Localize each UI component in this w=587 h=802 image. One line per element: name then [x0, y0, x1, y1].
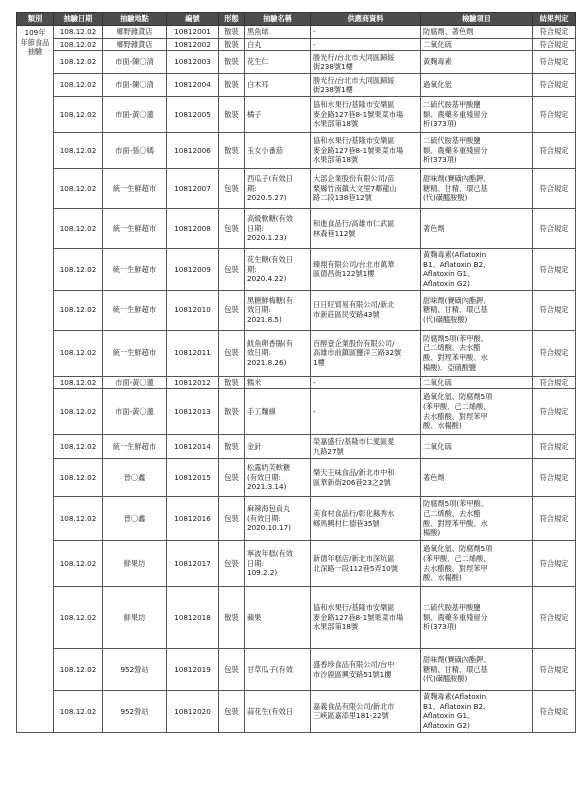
cell-result: 符合規定: [533, 38, 576, 51]
cell-place: 市面-黃〇蓮: [103, 376, 167, 389]
cell-items: 過氧化氫、防腐劑5項 (苯甲酸、己二烯酸、 去水醋酸、對羥苯甲 酸、水楊酸): [421, 389, 533, 435]
cell-items: 甜味劑(賽磺內酯鉀、 糖精、甘精、環己基 (代)磺醯胺酸): [421, 169, 533, 209]
table-row: [17, 691, 576, 732]
cell-place: 統一生鮮超市: [103, 169, 167, 209]
table-row: [17, 133, 576, 169]
cell-result: 符合規定: [533, 649, 576, 691]
cell-result: 符合規定: [533, 497, 576, 541]
cell-form: 散裝: [219, 97, 245, 133]
cell-date: 108.12.02: [54, 74, 103, 97]
cell-place: 鮮果坊: [103, 587, 167, 649]
cell-items: 過氧化氫、防腐劑5項 (苯甲酸、己二烯酸、 去水醋酸、對羥苯甲 酸、水楊酸): [421, 541, 533, 587]
column-header: 供應商資料: [311, 13, 421, 26]
cell-no: 10812019: [167, 649, 219, 691]
table-row: [17, 249, 576, 290]
cell-supplier: 協和水果行/基隆市安樂區 麥金路127巷8-1號果菜市場 水果部第18號: [311, 587, 421, 649]
cell-no: 10812015: [167, 459, 219, 497]
cell-form: 包裝: [219, 459, 245, 497]
cell-items: 防腐劑5項(苯甲酸、 己二烯酸、去水醋 酸、對羥苯甲酸、水 楊酸)、亞硝酸鹽: [421, 330, 533, 376]
cell-date: 108.12.02: [54, 38, 103, 51]
cell-items: 著色劑: [421, 209, 533, 249]
cell-date: 108.12.02: [54, 459, 103, 497]
column-header: 抽驗名稱: [245, 13, 311, 26]
column-header: 抽驗地點: [103, 13, 167, 26]
cell-form: 包裝: [219, 290, 245, 330]
cell-items: 二氧化硫: [421, 38, 533, 51]
table-row: [17, 74, 576, 97]
cell-place: 晉〇鑫: [103, 459, 167, 497]
cell-date: 108.12.02: [54, 389, 103, 435]
cell-no: 10812014: [167, 435, 219, 459]
cell-no: 10812008: [167, 209, 219, 249]
cell-supplier: 日日旺貿易有限公司/新北 市新莊區民安路43號: [311, 290, 421, 330]
cell-date: 108.12.02: [54, 376, 103, 389]
cell-items: 著色劑: [421, 459, 533, 497]
cell-supplier: 新德年糕店/新北市深坑區 北深路一段112巷5弄10號: [311, 541, 421, 587]
category-label: 109年: [24, 28, 46, 37]
cell-date: 108.12.02: [54, 497, 103, 541]
cell-no: 10812020: [167, 691, 219, 732]
cell-result: 符合規定: [533, 587, 576, 649]
cell-result: 符合規定: [533, 97, 576, 133]
cell-supplier: -: [311, 38, 421, 51]
cell-form: 散裝: [219, 133, 245, 169]
column-header: 類別: [17, 13, 54, 26]
table-row: [17, 587, 576, 649]
cell-name: 金針: [245, 435, 311, 459]
table-row: [17, 169, 576, 209]
table-row: [17, 459, 576, 497]
cell-place: 統一生鮮超市: [103, 290, 167, 330]
cell-date: 108.12.02: [54, 249, 103, 290]
cell-supplier: -: [311, 389, 421, 435]
table-row: [17, 26, 576, 39]
cell-no: 10812001: [167, 26, 219, 39]
cell-name: 黑魚球: [245, 26, 311, 39]
cell-supplier: 嘉義食品有限公司/新北市 三峽區嘉添里181-22號: [311, 691, 421, 732]
cell-name: 白丸: [245, 38, 311, 51]
cell-no: 10812012: [167, 376, 219, 389]
cell-date: 108.12.02: [54, 169, 103, 209]
table-row: [17, 330, 576, 376]
cell-supplier: 樂天王味食品/新北市中和 區華新街206巷23之2號: [311, 459, 421, 497]
cell-form: 包裝: [219, 541, 245, 587]
cell-items: 防腐劑、著色劑: [421, 26, 533, 39]
cell-supplier: 榮嘉盛行/基隆市仁愛區愛 九路27號: [311, 435, 421, 459]
cell-name: 松露奶芙軟糖 (有效日期: 2021.3.14): [245, 459, 311, 497]
cell-items: 甜味劑(賽磺內酯鉀、 糖精、甘精、環己基 (代)磺醯胺酸): [421, 290, 533, 330]
cell-supplier: 美食村食品行/彰化縣秀水 鄉馬興村仁德巷35號: [311, 497, 421, 541]
cell-items: 二氧化硫: [421, 376, 533, 389]
cell-result: 符合規定: [533, 51, 576, 74]
cell-items: 黃麴毒素(Aflatoxin B1、Aflatoxin B2、 Aflatoxin G1、 Aflatoxin G2): [421, 249, 533, 290]
table-body: [17, 26, 576, 733]
cell-no: 10812018: [167, 587, 219, 649]
cell-place: 鄉野雜貨店: [103, 26, 167, 39]
cell-date: 108.12.02: [54, 587, 103, 649]
cell-form: 包裝: [219, 209, 245, 249]
cell-form: 包裝: [219, 649, 245, 691]
cell-items: 二氧化硫: [421, 435, 533, 459]
cell-date: 108.12.02: [54, 26, 103, 39]
column-header: 編號: [167, 13, 219, 26]
cell-supplier: -: [311, 26, 421, 39]
cell-place: 市面-陳〇清: [103, 51, 167, 74]
cell-supplier: 協和水果行/基隆市安樂區 麥金路127巷8-1號果菜市場 水果部第18號: [311, 97, 421, 133]
cell-no: 10812005: [167, 97, 219, 133]
cell-name: 白木耳: [245, 74, 311, 97]
cell-supplier: 大部企業股份有限公司/苗 栗縣竹南鎮大文里7鄰龍山 路二段138巷12號: [311, 169, 421, 209]
cell-result: 符合規定: [533, 435, 576, 459]
cell-no: 10812003: [167, 51, 219, 74]
cell-form: 散裝: [219, 389, 245, 435]
cell-name: 魷魚卵香腸(有 效日期: 2021.8.26): [245, 330, 311, 376]
cell-items: 過氧化氫: [421, 74, 533, 97]
cell-result: 符合規定: [533, 330, 576, 376]
cell-no: 10812013: [167, 389, 219, 435]
cell-place: 952營站: [103, 649, 167, 691]
column-header: 結果判定: [533, 13, 576, 26]
table-row: [17, 290, 576, 330]
cell-place: 統一生鮮超市: [103, 435, 167, 459]
cell-supplier: 百醇壹企業股份有限公司/ 高雄市前鎮區鹽洋三路32號 1樓: [311, 330, 421, 376]
cell-result: 符合規定: [533, 376, 576, 389]
cell-supplier: 協和水果行/基隆市安樂區 麥金路127巷8-1號果菜市場 水果部第18號: [311, 133, 421, 169]
table-row: [17, 649, 576, 691]
cell-supplier: 盛香珍食品有限公司/台中 市沙鹿區興安路51號1樓: [311, 649, 421, 691]
cell-supplier: -: [311, 376, 421, 389]
category-label: 抽驗: [27, 47, 43, 57]
table-row: [17, 51, 576, 74]
cell-form: 包裝: [219, 249, 245, 290]
cell-place: 市面-張〇嫣: [103, 133, 167, 169]
cell-items: 甜味劑(賽磺內酯鉀、 糖精、甘精、環己基 (代)磺醯胺酸): [421, 649, 533, 691]
cell-items: 防腐劑5項(苯甲酸、 己二烯酸、去水醋 酸、對羥苯甲酸、水 楊酸): [421, 497, 533, 541]
cell-date: 108.12.02: [54, 649, 103, 691]
cell-name: 玉女小番茄: [245, 133, 311, 169]
cell-form: 包裝: [219, 497, 245, 541]
cell-place: 952營站: [103, 691, 167, 732]
cell-result: 符合規定: [533, 249, 576, 290]
table-row: [17, 497, 576, 541]
column-header: 檢驗項目: [421, 13, 533, 26]
cell-result: 符合規定: [533, 209, 576, 249]
cell-name: 花生糖(有效日 期: 2020.4.22): [245, 249, 311, 290]
table-row: [17, 38, 576, 51]
category-label: 年節食品: [20, 37, 50, 47]
cell-result: 符合規定: [533, 691, 576, 732]
cell-no: 10812011: [167, 330, 219, 376]
cell-name: 寧波年糕(有效 日期: 109.2.2): [245, 541, 311, 587]
cell-name: 蒜花生(有效日: [245, 691, 311, 732]
cell-supplier: 勝光行/台北市大同區歸綏 街238號1樓: [311, 51, 421, 74]
table-row: [17, 209, 576, 249]
cell-name: 糯米: [245, 376, 311, 389]
cell-result: 符合規定: [533, 459, 576, 497]
cell-date: 108.12.02: [54, 691, 103, 732]
cell-date: 108.12.02: [54, 435, 103, 459]
cell-place: 鄉野雜貨店: [103, 38, 167, 51]
cell-result: 符合規定: [533, 74, 576, 97]
table-row: [17, 389, 576, 435]
cell-form: 包裝: [219, 691, 245, 732]
cell-form: 包裝: [219, 169, 245, 209]
cell-form: 散裝: [219, 51, 245, 74]
table-row: [17, 97, 576, 133]
cell-date: 108.12.02: [54, 209, 103, 249]
category-cell: [17, 26, 54, 733]
cell-form: 散裝: [219, 74, 245, 97]
cell-date: 108.12.02: [54, 290, 103, 330]
cell-place: 晉〇鑫: [103, 497, 167, 541]
cell-form: 散裝: [219, 26, 245, 39]
cell-name: 手工麵線: [245, 389, 311, 435]
cell-name: 甘草瓜子(有效: [245, 649, 311, 691]
cell-no: 10812016: [167, 497, 219, 541]
cell-result: 符合規定: [533, 290, 576, 330]
cell-place: 市面-陳〇清: [103, 74, 167, 97]
cell-no: 10812006: [167, 133, 219, 169]
cell-form: 散裝: [219, 376, 245, 389]
cell-name: 麻辣海包貢丸 (有效日期: 2020.10.17): [245, 497, 311, 541]
cell-result: 符合規定: [533, 133, 576, 169]
cell-supplier: 勝光行/台北市大同區歸綏 街238號1樓: [311, 74, 421, 97]
cell-date: 108.12.02: [54, 133, 103, 169]
cell-items: 二硫代胺基甲酸鹽 類、農藥多重殘留分 析(373項): [421, 133, 533, 169]
table-row: [17, 376, 576, 389]
table-row: [17, 541, 576, 587]
cell-place: 統一生鮮超市: [103, 209, 167, 249]
cell-items: 黃麴毒素(Aflatoxin B1、Aflatoxin B2、 Aflatoxin G1、 Aflatoxin G2): [421, 691, 533, 732]
inspection-results-table: [16, 12, 576, 733]
cell-form: 散裝: [219, 38, 245, 51]
cell-no: 10812004: [167, 74, 219, 97]
cell-form: 包裝: [219, 330, 245, 376]
cell-date: 108.12.02: [54, 51, 103, 74]
cell-result: 符合規定: [533, 26, 576, 39]
cell-items: 黃麴毒素: [421, 51, 533, 74]
cell-name: 花生仁: [245, 51, 311, 74]
cell-date: 108.12.02: [54, 97, 103, 133]
cell-supplier: 和進食品行/高雄市仁武區 林森巷112號: [311, 209, 421, 249]
cell-date: 108.12.02: [54, 330, 103, 376]
cell-place: 市面-黃〇蓮: [103, 389, 167, 435]
cell-no: 10812007: [167, 169, 219, 209]
cell-form: 散裝: [219, 587, 245, 649]
cell-place: 鮮果坊: [103, 541, 167, 587]
cell-place: 市面-黃〇蓮: [103, 97, 167, 133]
table-row: [17, 435, 576, 459]
cell-date: 108.12.02: [54, 541, 103, 587]
cell-no: 10812002: [167, 38, 219, 51]
cell-place: 統一生鮮超市: [103, 249, 167, 290]
cell-result: 符合規定: [533, 389, 576, 435]
cell-supplier: 臻翔有限公司/台北市萬華 區德昌街122號1樓: [311, 249, 421, 290]
cell-place: 統一生鮮超市: [103, 330, 167, 376]
cell-form: 散裝: [219, 435, 245, 459]
table-header-row: [17, 13, 576, 26]
cell-no: 10812017: [167, 541, 219, 587]
cell-items: 二硫代胺基甲酸鹽 類、農藥多重殘留分 析(373項): [421, 587, 533, 649]
cell-result: 符合規定: [533, 169, 576, 209]
cell-items: 二硫代胺基甲酸鹽 類、農藥多重殘留分 析(373項): [421, 97, 533, 133]
cell-name: 高級軟糖(有效 日期: 2020.1.23): [245, 209, 311, 249]
cell-no: 10812010: [167, 290, 219, 330]
cell-name: 蘋果: [245, 587, 311, 649]
cell-name: 黑糖鮮梅糖(有 效日期: 2021.8.5): [245, 290, 311, 330]
column-header: 抽驗日期: [54, 13, 103, 26]
cell-result: 符合規定: [533, 541, 576, 587]
cell-name: 西瓜子(有效日 期: 2020.5.27): [245, 169, 311, 209]
cell-no: 10812009: [167, 249, 219, 290]
cell-name: 橘子: [245, 97, 311, 133]
column-header: 形態: [219, 13, 245, 26]
